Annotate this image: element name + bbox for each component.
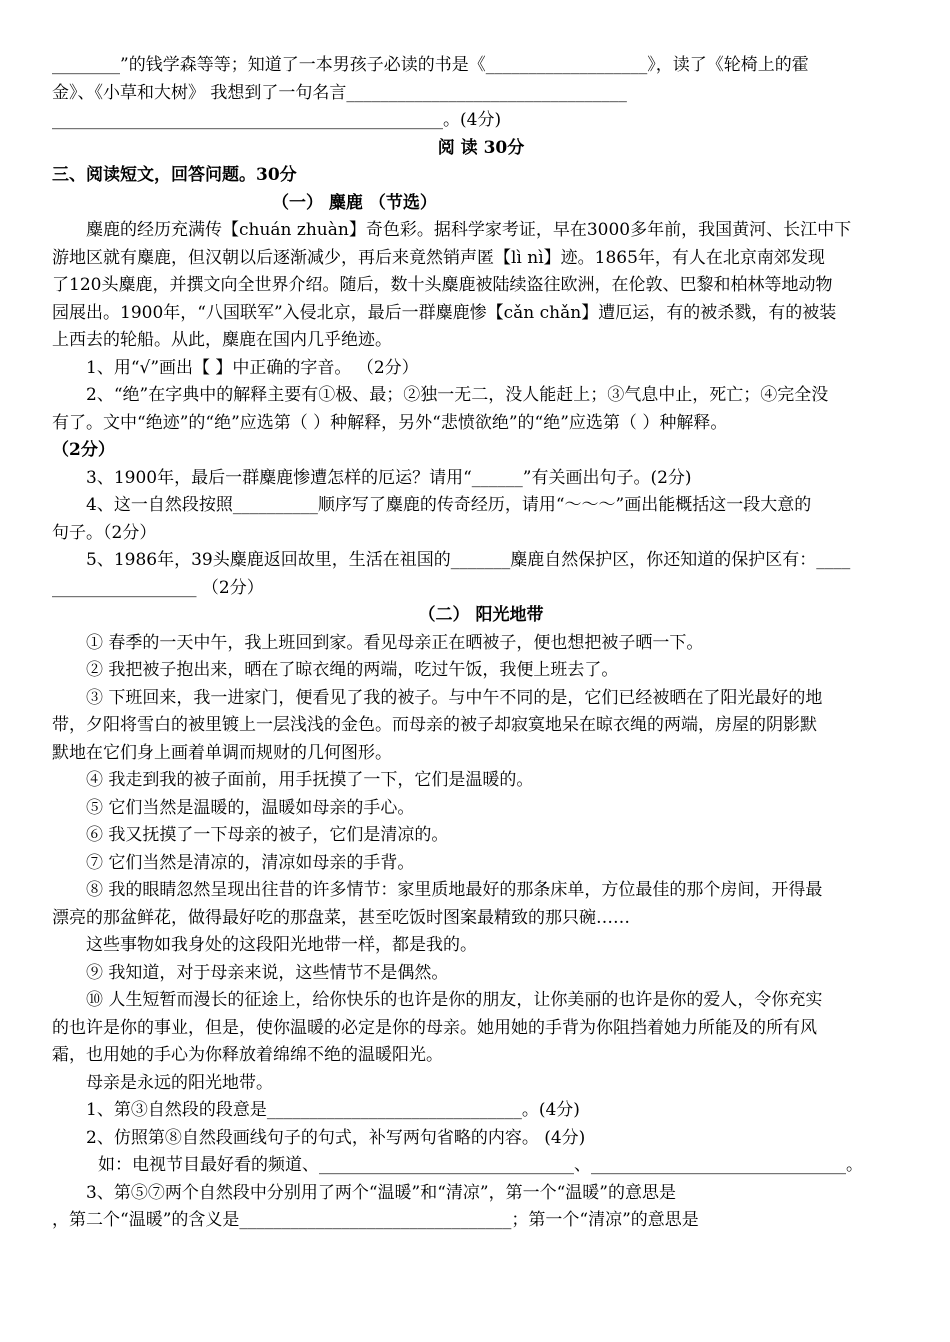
passage-2-para: ⑥ 我又抚摸了一下母亲的被子，它们是清凉的。 (86, 825, 449, 845)
text-line: ______________________________________________。(4分) (52, 110, 502, 130)
passage-2-para: ④ 我走到我的被子面前，用手抚摸了一下，它们是温暖的。 (86, 770, 534, 790)
passage-2-question-1: 1、第③自然段的段意是______________________________。(4分) (86, 1100, 580, 1120)
passage-2-question-2-example: 如：电视节目最好看的频道、______________________________、______________________________。 (98, 1155, 863, 1175)
passage-2-question-3: 3、第⑤⑦两个自然段中分别用了两个“温暖”和“清凉”，第一个“温暖”的意思是 (86, 1182, 676, 1203)
passage-2-para: 带，夕阳将雪白的被里镀上一层浅浅的金色。而母亲的被子却寂寞地呆在晾衣绳的两端，房屋的阴影默 (52, 715, 817, 735)
passage-1-line: 游地区就有麋鹿，但汉朝以后逐渐减少，再后来竟然销声匿【lì nì】迹。1865年，有人在北京南郊发现 (52, 247, 825, 268)
question-4: 4、这一自然段按照__________顺序写了麋鹿的传奇经历，请用“～～～”画出能概括这一段大意的 (86, 495, 812, 515)
passage-1-line: 上西去的轮船。从此，麋鹿在国内几乎绝迹。 (52, 330, 392, 350)
question-2-cont: 有了。文中“绝迹”的“绝”应选第（ ）种解释，另外“悲愤欲绝”的“绝”应选第（ ）种解释。 (52, 412, 728, 433)
passage-2-para: ⑧ 我的眼睛忽然呈现出往昔的许多情节：家里质地最好的那条床单，方位最佳的那个房间，开得最 (86, 880, 823, 900)
question-4-cont: 句子。（2分） (52, 522, 157, 543)
passage-1-line: 园展出。1900年，“八国联军”入侵北京，最后一群麋鹿惨【cǎn chǎn】遭厄运，有的被杀戮，有的被装 (52, 302, 837, 323)
passage-2-para: 霜，也用她的手心为你释放着绵绵不绝的温暖阳光。 (52, 1045, 443, 1065)
question-5: 5、1986年，39头麋鹿返回故里，生活在祖国的_______麋鹿自然保护区，你还知道的保护区有：____ (86, 550, 851, 570)
passage-2-para: ⑨ 我知道，对于母亲来说，这些情节不是偶然。 (86, 962, 449, 983)
passage-2-para: ⑩ 人生短暂而漫长的征途上，给你快乐的也许是你的朋友，让你美丽的也许是你的爱人，令你充实 (86, 990, 823, 1010)
passage-2-para: ⑤ 它们当然是温暖的，温暖如母亲的手心。 (86, 797, 415, 818)
passage-2-para: ② 我把被子抱出来，晒在了晾衣绳的两端，吃过午饭，我便上班去了。 (86, 660, 619, 680)
question-2-score: （2分） (52, 440, 115, 460)
section-heading: 三、阅读短文，回答问题。30分 (52, 165, 297, 185)
passage-1-line: 麋鹿的经历充满传【chuán zhuàn】奇色彩。据科学家考证，早在3000多年前，我国黄河、长江中下 (86, 220, 852, 240)
passage-1-title: （一） 麋鹿 （节选） (272, 192, 437, 213)
text-line: 金》、《小草和大树》 我想到了一句名言_________________________________ (52, 82, 627, 103)
passage-2-para: 的也许是你的事业，但是，使你温暖的必定是你的母亲。她用她的手背为你阻挡着她力所能及的所有风 (52, 1017, 817, 1038)
reading-section-title: 阅 读 30分 (437, 137, 525, 158)
passage-2-title: （二） 阳光地带 (418, 605, 544, 625)
question-2: 2、“绝”在字典中的解释主要有①极、最；②独一无二，没人能赶上；③气息中止，死亡；④完全没 (86, 385, 829, 405)
passage-2-para: ⑦ 它们当然是清凉的，清凉如母亲的手背。 (86, 852, 415, 873)
passage-2-question-2: 2、仿照第⑧自然段画线句子的句式，补写两句省略的内容。 (4分) (86, 1127, 586, 1148)
exam-page (52, 52, 910, 1235)
question-5-cont: _________________ （2分） (52, 577, 264, 598)
passage-2-para: 母亲是永远的阳光地带。 (86, 1072, 273, 1093)
passage-2-para: 默地在它们身上画着单调而规财的几何图形。 (52, 742, 392, 763)
passage-1-line: 了120头麋鹿，并撰文向全世界介绍。随后，数十头麋鹿被陆续盗往欧洲，在伦敦、巴黎和柏林等地动物 (52, 275, 833, 295)
text-line: ________”的钱学森等等；知道了一本男孩子必读的书是《___________________》，读了《轮椅上的霍 (52, 55, 809, 75)
passage-2-para: ① 春季的一天中午，我上班回到家。看见母亲正在晒被子，便也想把被子晒一下。 (86, 632, 704, 653)
passage-2-question-3-cont: ，第二个“温暖”的含义是________________________________；第一个“清凉”的意思是 (52, 1210, 699, 1230)
passage-2-para: 漂亮的那盆鲜花，做得最好吃的那盘菜，甚至吃饭时图案最精致的那只碗…… (52, 907, 630, 928)
question-1: 1、用“√”画出【 】中正确的字音。 （2分） (86, 357, 419, 378)
passage-2-para: 这些事物如我身处的这段阳光地带一样，都是我的。 (86, 935, 477, 955)
question-3: 3、1900年，最后一群麋鹿惨遭怎样的厄运？请用“______”有关画出句子。(2分) (86, 467, 692, 488)
passage-2-para: ③ 下班回来，我一进家门，便看见了我的被子。与中午不同的是，它们已经被晒在了阳光最好的地 (86, 687, 823, 708)
